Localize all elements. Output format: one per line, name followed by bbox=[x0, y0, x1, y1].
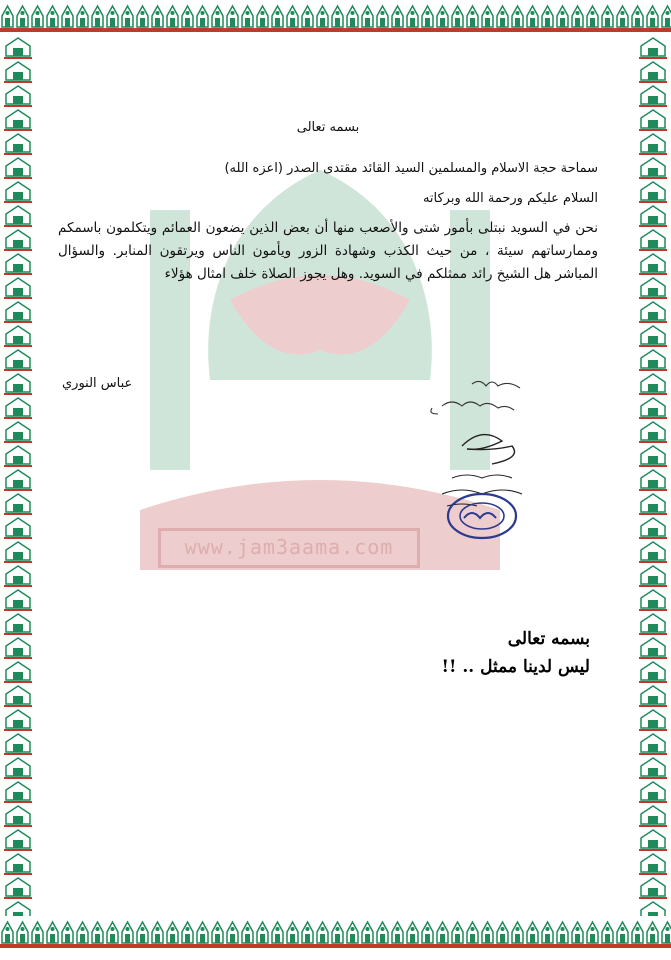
reply-answer: ليس لدينا ممثل .. !! bbox=[441, 657, 590, 677]
watermark-url: www.jam3aama.com bbox=[158, 528, 420, 568]
letter-addressee: سماحة حجة الاسلام والمسلمين السيد القائد مقتدى الصدر (اعزه الله) bbox=[224, 161, 598, 176]
letter-greeting: السلام عليكم ورحمة الله وبركاته bbox=[422, 191, 598, 206]
signer-name: عباس النوري bbox=[62, 376, 133, 391]
decorative-border-bottom bbox=[0, 916, 671, 952]
decorative-border-top bbox=[0, 0, 671, 36]
signature-mark bbox=[462, 435, 515, 464]
decorative-border-left bbox=[0, 36, 36, 916]
reply-transcription bbox=[420, 625, 590, 681]
handwritten-reply bbox=[402, 376, 572, 556]
decorative-border-right bbox=[635, 36, 671, 916]
letter-paragraph: نحن في السويد نبتلى بأمور شتى والأصعب منها أن بعض الذين يضعون العمائم ويتكلمون باسمكم وممارساتهم سيئة ، من حيث الكذب وشهادة الزور ويأمون الناس ويرتقون المنابر. والسؤال المباشر هل الشيخ رائد ممثلكم في السويد. وهل يجوز الصلاة خلف امثال هؤلاء bbox=[58, 220, 598, 282]
letter-body bbox=[58, 120, 598, 286]
reply-heading: بسمه تعالى bbox=[507, 629, 590, 649]
letter-heading: بسمه تعالى bbox=[296, 120, 360, 135]
